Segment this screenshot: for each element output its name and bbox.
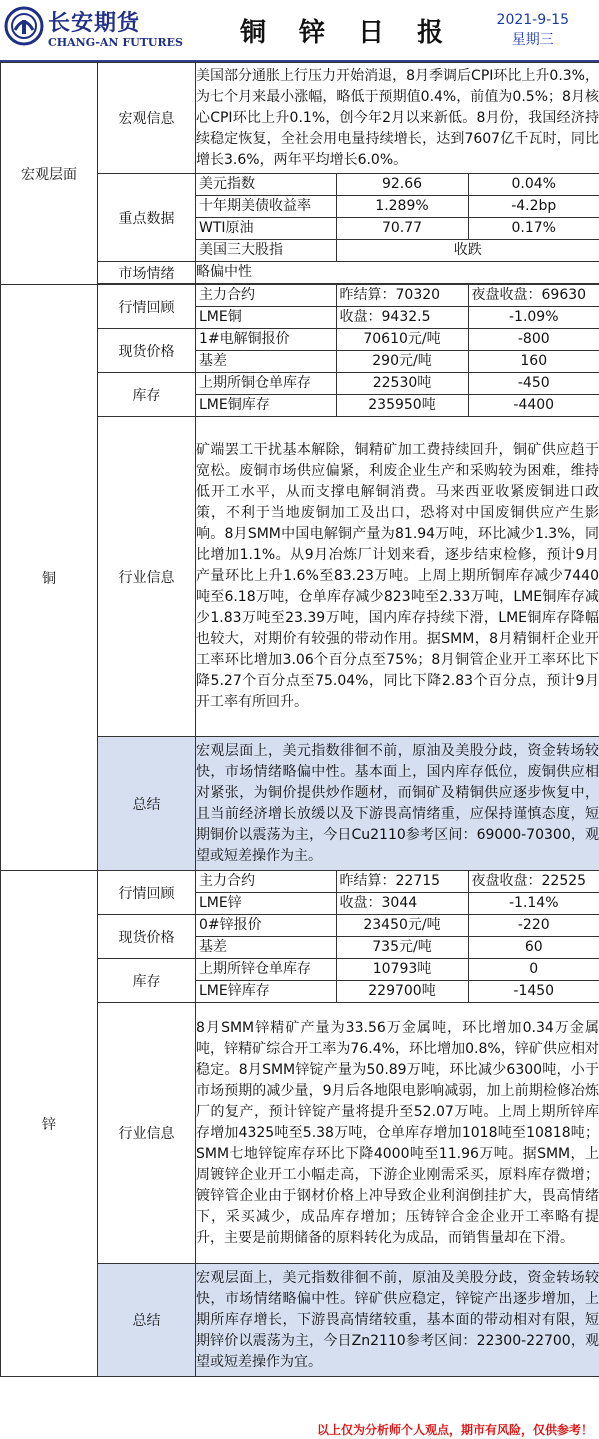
copper-stock-value: 235950吨 xyxy=(336,395,468,417)
key-data-cell xyxy=(196,174,599,262)
sentiment-value: 略偏中性 xyxy=(196,262,599,284)
copper-stock-change: -4400 xyxy=(468,395,599,417)
table-row xyxy=(196,285,599,307)
table-row xyxy=(196,981,599,1003)
copper-market-prev: 收盘：9432.5 xyxy=(336,307,468,329)
copper-stock-table xyxy=(196,373,599,416)
table-row xyxy=(196,893,599,915)
copper-stock-name: 上期所铜仓单库存 xyxy=(196,373,336,395)
key-data-value: 92.66 xyxy=(336,174,468,196)
label-key-data: 重点数据 xyxy=(98,174,196,262)
zinc-market-night: 夜盘收盘：22525 xyxy=(468,871,599,893)
copper-summary-text: 宏观层面上，美元指数徘徊不前，原油及美股分歧，资金转场较快，市场情绪略偏中性。基本面上，国内库存低位，废铜供应相对紧张，为铜价提供炒作题材，而铜矿及精铜供应逐步恢复中，且当前经济增长放缓以及下游畏高情绪重，应保持谨慎态度，短期铜价以震荡为主，今日Cu2110参考区间：69000-70300，观望或短差操作为主。 xyxy=(196,737,599,871)
copper-spot-change: 160 xyxy=(468,351,599,373)
logo-english-name: CHANG-AN FUTURES xyxy=(48,36,183,49)
weekday-text: 星期三 xyxy=(511,32,554,48)
report-header xyxy=(0,0,599,62)
copper-spot-value: 290元/吨 xyxy=(336,351,468,373)
zinc-stock-name: 上期所锌仓单库存 xyxy=(196,959,336,981)
table-row xyxy=(196,871,599,893)
table-row xyxy=(196,196,599,218)
zinc-stock-table xyxy=(196,959,599,1002)
label-copper-industry: 行业信息 xyxy=(98,417,196,737)
zinc-stock-cell xyxy=(196,959,599,1003)
copper-spot-change: -800 xyxy=(468,329,599,351)
key-data-table xyxy=(196,174,599,261)
key-data-name: 美元指数 xyxy=(196,174,336,196)
label-zinc-stock: 库存 xyxy=(98,959,196,1003)
section-copper: 铜 xyxy=(1,285,98,871)
table-row xyxy=(196,329,599,351)
zinc-market-name: 主力合约 xyxy=(196,871,336,893)
copper-spot-value: 70610元/吨 xyxy=(336,329,468,351)
zinc-spot-table xyxy=(196,915,599,958)
zinc-spot-cell xyxy=(196,915,599,959)
us-stocks-label: 美国三大股指 xyxy=(196,240,336,262)
company-logo xyxy=(4,4,194,56)
zinc-spot-value: 735元/吨 xyxy=(336,937,468,959)
copper-market-name: 主力合约 xyxy=(196,285,336,307)
label-copper-spot: 现货价格 xyxy=(98,329,196,373)
zinc-industry-text: 8月SMM锌精矿产量为33.56万金属吨，环比增加0.34万金属吨，锌精矿综合开工率为76.4%，环比增加0.8%，锌矿供应相对稳定。8月SMM锌锭产量为50.89万吨，环比减少6300吨，小于市场预期的减少量，9月后各地限电影响减弱，加上前期检修冶炼厂的复产，预计锌锭产量将提升至52.07万吨。上周上期所锌库存增加4325吨至5.38万吨，仓单库存增加1018吨至10818吨；SMM七地锌锭库存环比下降4000吨至11.96万吨。据SMM，上周镀锌企业开工小幅走高，下游企业刚需采买，原料库存微增；镀锌管企业由于钢材价格上冲导致企业利润倒挂扩大，畏高情绪下，采买减少，成品库存增加；压铸锌合金企业开工率略有提升，主要是前期储备的原料转化为成品，而销售量却在下滑。 xyxy=(196,1003,599,1264)
key-data-change: -4.2bp xyxy=(468,196,599,218)
zinc-market-table xyxy=(196,871,599,914)
label-copper-stock: 库存 xyxy=(98,373,196,417)
table-row xyxy=(196,395,599,417)
zinc-market-prev: 收盘：3044 xyxy=(336,893,468,915)
zinc-stock-name: LME锌库存 xyxy=(196,981,336,1003)
table-row xyxy=(196,959,599,981)
copper-stock-name: LME铜库存 xyxy=(196,395,336,417)
copper-industry-text: 矿端罢工干扰基本解除，铜精矿加工费持续回升，铜矿供应趋于宽松。废铜市场供应偏紧，利废企业生产和采购较为困难，维持低开工水平，从而支撑电解铜消费。马来西亚收紧废铜进口政策，不利于当地废铜加工及出口，恐将对中国废铜供应产生影响。8月SMM中国电解铜产量为81.94万吨，环比减少1.3%，同比增加1.1%。从9月冶炼厂计划来看，逐步结束检修，预计9月产量环比上升1.6%至83.23万吨。上周上期所铜库存减少7440吨至6.18万吨，仓单库存减少823吨至2.33万吨，LME铜库存减少1.83万吨至23.39万吨，国内库存持续下滑，LME铜库存降幅也较大，对期价有较强的带动作用。据SMM，8月精铜杆企业开工率环比增加3.06个百分点至75%；8月铜管企业开工率环比下降5.27个百分点至75.04%，同比下降2.83个百分点，预计9月开工率有所回升。 xyxy=(196,417,599,737)
zinc-stock-value: 229700吨 xyxy=(336,981,468,1003)
date-text: 2021-9-15 xyxy=(496,12,569,28)
copper-market-cell xyxy=(196,285,599,329)
report-table xyxy=(0,62,599,1377)
table-row xyxy=(196,915,599,937)
disclaimer-text: 以上仅为分析师个人观点，期市有风险，仅供参考！ xyxy=(316,1423,593,1437)
zinc-spot-value: 23450元/吨 xyxy=(336,915,468,937)
copper-spot-name: 基差 xyxy=(196,351,336,373)
copper-spot-table xyxy=(196,329,599,372)
table-row xyxy=(196,307,599,329)
label-sentiment: 市场情绪 xyxy=(98,262,196,284)
copper-stock-value: 22530吨 xyxy=(336,373,468,395)
copper-market-name: LME铜 xyxy=(196,307,336,329)
copper-spot-cell xyxy=(196,329,599,373)
key-data-value: 1.289% xyxy=(336,196,468,218)
zinc-market-name: LME锌 xyxy=(196,893,336,915)
zinc-market-cell xyxy=(196,871,599,915)
copper-market-table xyxy=(196,285,599,328)
zinc-stock-change: -1450 xyxy=(468,981,599,1003)
copper-stock-change: -450 xyxy=(468,373,599,395)
copper-spot-name: 1#电解铜报价 xyxy=(196,329,336,351)
zinc-spot-change: 60 xyxy=(468,937,599,959)
label-macro-info: 宏观信息 xyxy=(98,63,196,174)
label-zinc-summary: 总结 xyxy=(98,1264,196,1377)
key-data-value: 70.77 xyxy=(336,218,468,240)
copper-stock-cell xyxy=(196,373,599,417)
zinc-stock-change: 0 xyxy=(468,959,599,981)
label-copper-summary: 总结 xyxy=(98,737,196,871)
label-copper-market: 行情回顾 xyxy=(98,285,196,329)
label-zinc-industry: 行业信息 xyxy=(98,1003,196,1264)
label-zinc-spot: 现货价格 xyxy=(98,915,196,959)
zinc-market-night: -1.14% xyxy=(468,893,599,915)
section-macro: 宏观层面 xyxy=(1,63,98,285)
logo-chinese-name: 长安期货 xyxy=(48,11,141,36)
section-zinc: 锌 xyxy=(1,871,98,1377)
zinc-market-prev: 昨结算：22715 xyxy=(336,871,468,893)
label-zinc-market: 行情回顾 xyxy=(98,871,196,915)
zinc-spot-name: 基差 xyxy=(196,937,336,959)
key-data-change: 0.04% xyxy=(468,174,599,196)
report-date xyxy=(497,10,569,50)
table-row xyxy=(196,351,599,373)
macro-info-text: 美国部分通胀上行压力开始消退，8月季调后CPI环比上升0.3%，为七个月来最小涨幅，略低于预期值0.4%，前值为0.5%；8月核心CPI环比上升0.1%，创今年2月以来新低。8月份，我国经济持续稳定恢复，全社会用电量持续增长，达到7607亿千瓦时，同比增长3.6%，两年平均增长6.0%。 xyxy=(196,63,599,174)
table-row xyxy=(196,240,599,262)
table-row xyxy=(196,373,599,395)
key-data-name: 十年期美债收益率 xyxy=(196,196,336,218)
zinc-spot-name: 0#锌报价 xyxy=(196,915,336,937)
copper-market-night: 夜盘收盘：69630 xyxy=(468,285,599,307)
us-stocks-value: 收跌 xyxy=(336,240,599,262)
zinc-summary-text: 宏观层面上，美元指数徘徊不前，原油及美股分歧，资金转场较快，市场情绪略偏中性。锌矿供应稳定，锌锭产出逐步增加，上期所库存增长，下游畏高情绪较重，基本面的带动相对有限，短期锌价以震荡为主，今日Zn2110参考区间：22300-22700，观望或短差操作为宜。 xyxy=(196,1264,599,1377)
table-row xyxy=(196,218,599,240)
copper-market-night: -1.09% xyxy=(468,307,599,329)
key-data-change: 0.17% xyxy=(468,218,599,240)
zinc-spot-change: -220 xyxy=(468,915,599,937)
table-row xyxy=(196,937,599,959)
zinc-stock-value: 10793吨 xyxy=(336,959,468,981)
copper-market-prev: 昨结算：70320 xyxy=(336,285,468,307)
key-data-name: WTI原油 xyxy=(196,218,336,240)
table-row xyxy=(196,174,599,196)
report-title: 铜 锌 日 报 xyxy=(240,18,456,48)
disclaimer-footer xyxy=(0,1419,599,1439)
logo-emblem-icon xyxy=(4,6,44,46)
